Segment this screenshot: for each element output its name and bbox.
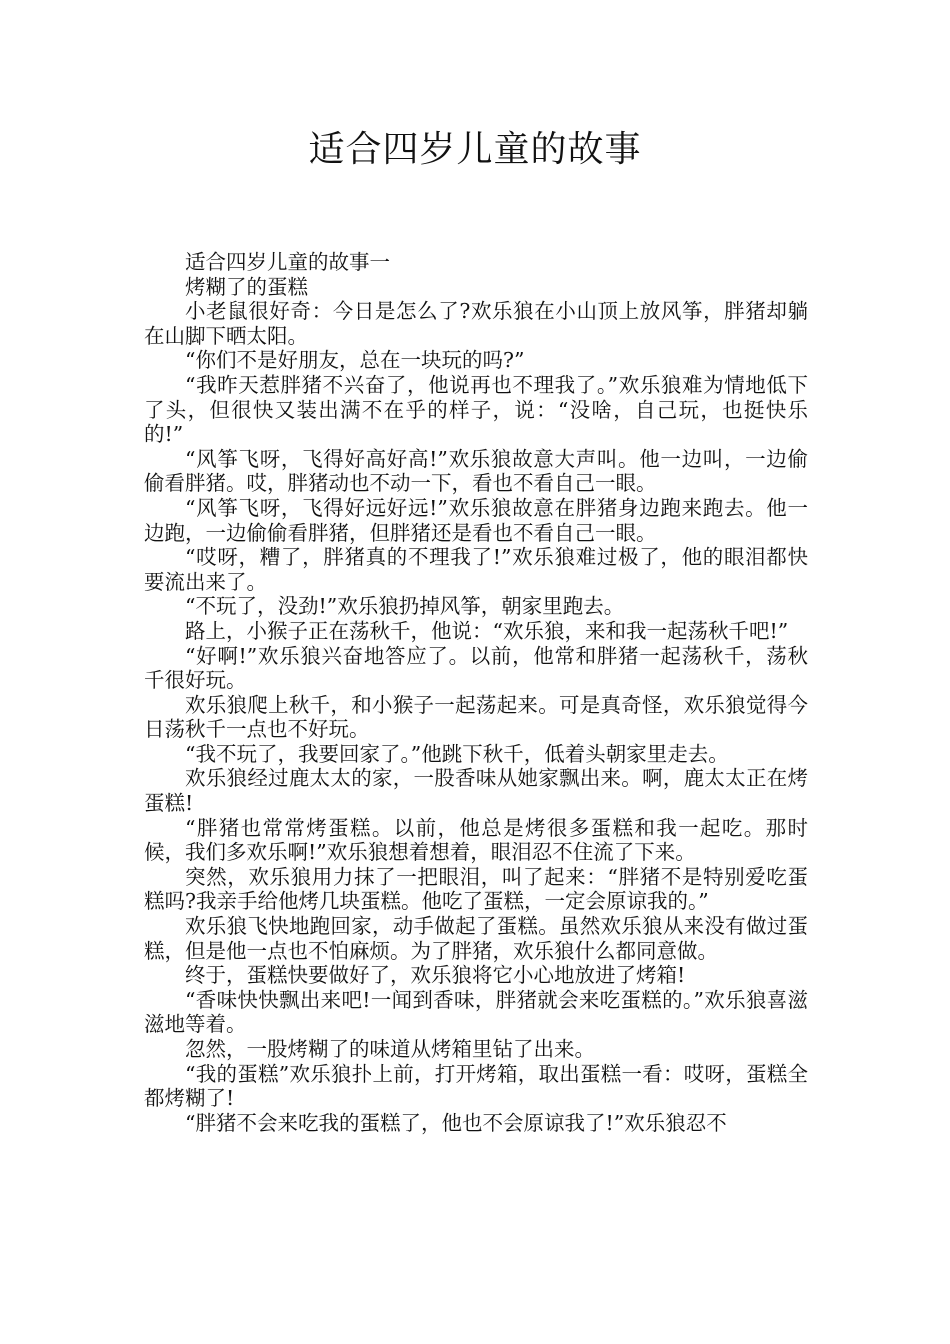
story-paragraph: 欢乐狼经过鹿太太的家，一股香味从她家飘出来。啊，鹿太太正在烤蛋糕! <box>144 766 808 816</box>
story-subtitle: 烤糊了的蛋糕 <box>185 274 308 299</box>
story-paragraph: “不玩了，没劲!”欢乐狼扔掉风筝，朝家里跑去。 <box>185 594 625 619</box>
story-paragraph: “胖猪不会来吃我的蛋糕了，他也不会原谅我了!”欢乐狼忍不 <box>185 1110 727 1135</box>
story-paragraph: “哎呀，糟了，胖猪真的不理我了!”欢乐狼难过极了，他的眼泪都快要流出来了。 <box>144 545 808 594</box>
story-heading: 适合四岁儿童的故事一 <box>185 250 390 274</box>
story-paragraph: “我不玩了，我要回家了。”他跳下秋千，低着头朝家里走去。 <box>185 741 729 766</box>
story-paragraph: 忽然，一股烤糊了的味道从烤箱里钻了出来。 <box>185 1037 595 1061</box>
story-paragraph: 路上，小猴子正在荡秋千，他说：“欢乐狼，来和我一起荡秋千吧!” <box>185 618 789 643</box>
story-paragraph: 突然，欢乐狼用力抹了一把眼泪，叫了起来：“胖猪不是特别爱吃蛋糕吗?我亲手给他烤几块蛋糕。他吃了蛋糕，一定会原谅我的。” <box>144 864 808 914</box>
story-paragraph: 欢乐狼爬上秋千，和小猴子一起荡起来。可是真奇怪，欢乐狼觉得今日荡秋千一点也不好玩。 <box>144 692 808 742</box>
story-paragraph: “我昨天惹胖猪不兴奋了，他说再也不理我了。”欢乐狼难为情地低下了头，但很快又装出满不在乎的样子，说：“没啥，自己玩，也挺快乐的!” <box>144 372 808 447</box>
story-body <box>144 250 808 1135</box>
story-paragraph: “好啊!”欢乐狼兴奋地答应了。以前，他常和胖猪一起荡秋千，荡秋千很好玩。 <box>144 643 808 693</box>
story-paragraph: “我的蛋糕”欢乐狼扑上前，打开烤箱，取出蛋糕一看：哎呀，蛋糕全都烤糊了! <box>144 1061 808 1111</box>
story-paragraph: 小老鼠很好奇：今日是怎么了?欢乐狼在小山顶上放风筝，胖猪却躺在山脚下晒太阳。 <box>144 299 808 348</box>
story-paragraph: “香味快快飘出来吧!一闻到香味，胖猪就会来吃蛋糕的。”欢乐狼喜滋滋地等着。 <box>144 987 808 1037</box>
story-paragraph: 欢乐狼飞快地跑回家，动手做起了蛋糕。虽然欢乐狼从来没有做过蛋糕，但是他一点也不怕麻烦。为了胖猪，欢乐狼什么都同意做。 <box>144 914 808 963</box>
story-paragraph: “风筝飞呀，飞得好远好远!”欢乐狼故意在胖猪身边跑来跑去。他一边跑，一边偷偷看胖猪，但胖猪还是看也不看自己一眼。 <box>144 495 808 545</box>
document-title: 适合四岁儿童的故事 <box>308 129 642 170</box>
story-paragraph: “你们不是好朋友，总在一块玩的吗?” <box>185 348 525 373</box>
story-paragraph: “胖猪也常常烤蛋糕。以前，他总是烤很多蛋糕和我一起吃。那时候，我们多欢乐啊!”欢乐狼想着想着，眼泪忍不住流了下来。 <box>144 815 808 865</box>
story-paragraph: “风筝飞呀，飞得好高好高!”欢乐狼故意大声叫。他一边叫，一边偷偷看胖猪。哎，胖猪动也不动一下，看也不看自己一眼。 <box>144 446 808 496</box>
story-paragraph: 终于，蛋糕快要做好了，欢乐狼将它小心地放进了烤箱! <box>185 963 686 988</box>
